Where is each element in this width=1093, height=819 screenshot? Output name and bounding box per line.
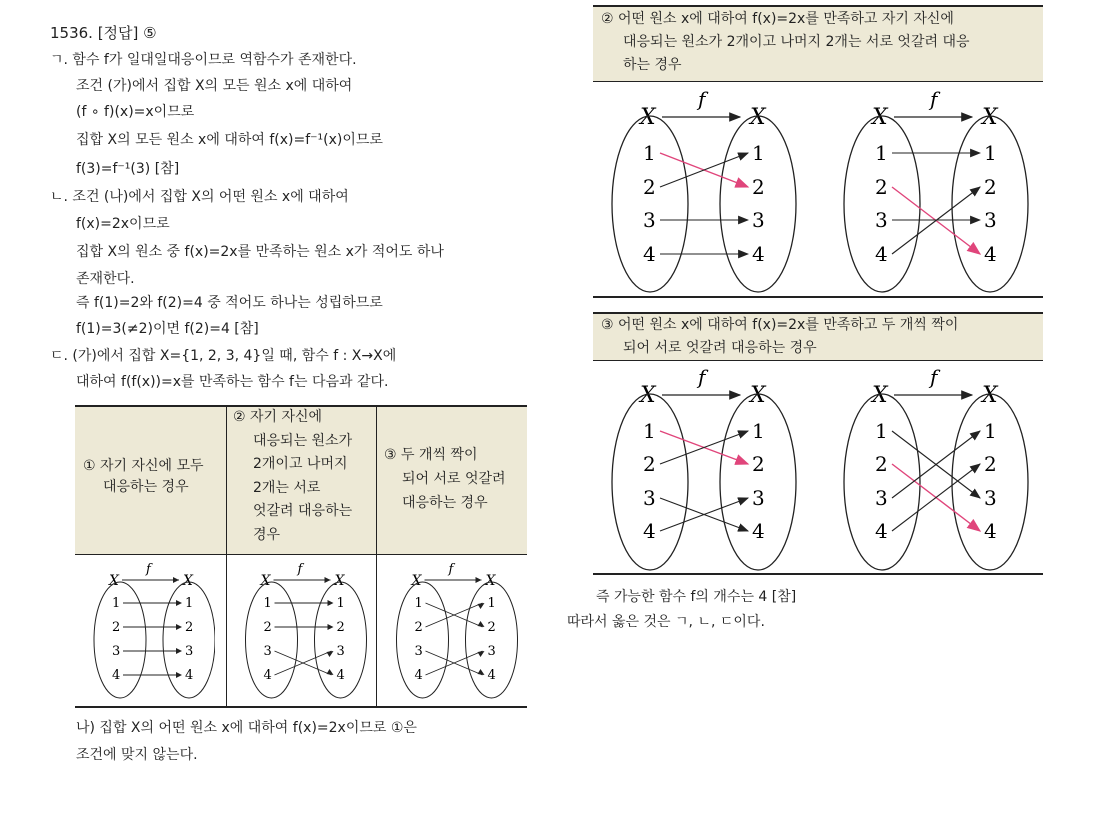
svg-text:X: X — [334, 573, 345, 589]
text-line-12: ㄷ. (가)에서 집합 X={1, 2, 3, 4}일 때, 함수 f : X→X에 — [50, 348, 397, 364]
svg-text:1: 1 — [752, 141, 765, 165]
svg-text:2: 2 — [643, 452, 656, 476]
set-label-codomain: X — [183, 573, 193, 589]
svg-text:X: X — [982, 105, 998, 130]
svg-text:3: 3 — [752, 486, 765, 510]
svg-text:3: 3 — [487, 644, 496, 659]
case3-diagrams — [600, 364, 1040, 572]
svg-text:4: 4 — [414, 668, 423, 683]
text-line-2: 조건 (가)에서 집합 X의 모든 원소 x에 대하여 — [76, 78, 353, 94]
text-line-3: (f ∘ f)(x)=x이므로 — [76, 104, 195, 120]
svg-text:2: 2 — [336, 620, 345, 635]
elem-2: 2 — [112, 620, 121, 635]
case2-header-bottom-rule — [593, 81, 1043, 82]
svg-text:1: 1 — [643, 419, 656, 443]
svg-text:f: f — [698, 365, 706, 389]
text-line-1: ㄱ. 함수 f가 일대일대응이므로 역함수가 존재한다. — [50, 52, 357, 68]
elem-1: 1 — [185, 596, 194, 611]
svg-text:X: X — [750, 383, 766, 408]
elem-3: 3 — [185, 644, 194, 659]
svg-text:2: 2 — [875, 175, 888, 199]
svg-text:4: 4 — [752, 519, 765, 543]
table-mid-rule — [75, 554, 527, 555]
svg-text:2: 2 — [875, 452, 888, 476]
table-col1-header: ① 자기 자신에 모두 대응하는 경우 — [83, 458, 204, 495]
footer-line-2: 조건에 맞지 않는다. — [76, 747, 198, 763]
text-line-4: 집합 X의 모든 원소 x에 대하여 f(x)=f⁻¹(x)이므로 — [76, 132, 383, 148]
svg-text:X: X — [640, 105, 656, 130]
conclusion-text: 즉 가능한 함수 f의 개수는 4 [참] — [596, 589, 797, 605]
svg-text:X: X — [640, 383, 656, 408]
svg-text:1: 1 — [487, 596, 496, 611]
svg-text:f: f — [930, 365, 938, 389]
svg-text:X: X — [872, 105, 888, 130]
svg-text:2: 2 — [414, 620, 423, 635]
elem-4: 4 — [112, 668, 121, 683]
svg-text:X: X — [411, 573, 422, 589]
elem-2: 2 — [185, 620, 194, 635]
svg-text:1: 1 — [336, 596, 345, 611]
svg-text:f: f — [698, 87, 706, 111]
svg-text:4: 4 — [643, 519, 656, 543]
svg-text:2: 2 — [263, 620, 272, 635]
answer-title: 1536. [정답] ⑤ — [50, 24, 157, 42]
svg-text:1: 1 — [984, 419, 997, 443]
svg-text:3: 3 — [336, 644, 345, 659]
svg-text:4: 4 — [875, 242, 888, 266]
table-col3-header: ③ 두 개씩 짝이 되어 서로 엇갈려 대응하는 경우 — [384, 447, 506, 511]
svg-text:1: 1 — [263, 596, 272, 611]
svg-text:4: 4 — [263, 668, 272, 683]
text-line-6: ㄴ. 조건 (나)에서 집합 X의 어떤 원소 x에 대하여 — [50, 189, 349, 205]
svg-text:X: X — [260, 573, 271, 589]
svg-text:2: 2 — [752, 452, 765, 476]
text-line-7: f(x)=2x이므로 — [76, 216, 170, 232]
svg-text:3: 3 — [984, 208, 997, 232]
case2-diagrams — [600, 84, 1040, 294]
text-line-10: 즉 f(1)=2와 f(2)=4 중 적어도 하나는 성립하므로 — [76, 295, 383, 311]
svg-text:3: 3 — [752, 208, 765, 232]
table-col2-header: ② 자기 자신에 대응되는 원소가 2개이고 나머지 2개는 서로 엇갈려 대응하는 경우 — [233, 409, 353, 543]
final-answer-text: 따라서 옳은 것은 ㄱ, ㄴ, ㄷ이다. — [567, 614, 765, 630]
svg-text:3: 3 — [875, 208, 888, 232]
svg-text:3: 3 — [263, 644, 272, 659]
svg-text:2: 2 — [643, 175, 656, 199]
small-diagram-identity — [85, 558, 215, 700]
svg-text:2: 2 — [984, 175, 997, 199]
svg-text:f: f — [930, 87, 938, 111]
func-label: f — [146, 562, 151, 577]
svg-text:3: 3 — [643, 486, 656, 510]
svg-text:1: 1 — [414, 596, 423, 611]
small-diagram-case2 — [234, 558, 369, 700]
set-label-domain: X — [109, 573, 119, 589]
svg-text:2: 2 — [984, 452, 997, 476]
svg-text:1: 1 — [875, 419, 888, 443]
svg-text:4: 4 — [336, 668, 345, 683]
svg-text:3: 3 — [875, 486, 888, 510]
case2-header-top-rule — [593, 5, 1043, 7]
svg-text:1: 1 — [752, 419, 765, 443]
table-col-divider-1 — [226, 406, 227, 707]
case3-header-bottom-rule — [593, 360, 1043, 361]
text-line-9: 존재한다. — [76, 271, 135, 287]
svg-text:4: 4 — [984, 242, 997, 266]
svg-text:X: X — [485, 573, 496, 589]
svg-text:4: 4 — [487, 668, 496, 683]
elem-3: 3 — [112, 644, 121, 659]
svg-text:2: 2 — [487, 620, 496, 635]
svg-text:4: 4 — [643, 242, 656, 266]
svg-text:1: 1 — [875, 141, 888, 165]
text-line-5: f(3)=f⁻¹(3) [참] — [76, 161, 180, 177]
svg-text:3: 3 — [984, 486, 997, 510]
elem-4: 4 — [185, 668, 194, 683]
text-line-11: f(1)=3(≠2)이면 f(2)=4 [참] — [76, 321, 259, 337]
table-col-divider-2 — [376, 406, 377, 707]
svg-text:1: 1 — [984, 141, 997, 165]
svg-text:4: 4 — [875, 519, 888, 543]
text-line-13: 대하여 f(f(x))=x를 만족하는 함수 f는 다음과 같다. — [76, 374, 389, 390]
elem-1: 1 — [112, 596, 121, 611]
text-line-8: 집합 X의 원소 중 f(x)=2x를 만족하는 원소 x가 적어도 하나 — [76, 244, 444, 260]
svg-text:3: 3 — [643, 208, 656, 232]
svg-text:2: 2 — [752, 175, 765, 199]
svg-text:4: 4 — [984, 519, 997, 543]
svg-text:f: f — [448, 562, 454, 577]
svg-text:f: f — [297, 562, 303, 577]
case2-bottom-rule — [593, 296, 1043, 298]
svg-text:1: 1 — [643, 141, 656, 165]
svg-text:X: X — [872, 383, 888, 408]
svg-text:X: X — [982, 383, 998, 408]
small-diagram-case3 — [385, 558, 520, 700]
case2-header: ② 어떤 원소 x에 대하여 f(x)=2x를 만족하고 자기 자신에 대응되는 원소가 2개이고 나머지 2개는 서로 엇갈려 대응 하는 경우 — [601, 11, 970, 73]
svg-text:3: 3 — [414, 644, 423, 659]
svg-text:X: X — [750, 105, 766, 130]
footer-line-1: 나) 집합 X의 어떤 원소 x에 대하여 f(x)=2x이므로 ①은 — [76, 720, 417, 736]
svg-text:4: 4 — [752, 242, 765, 266]
table-bottom-rule — [75, 706, 527, 708]
case3-header: ③ 어떤 원소 x에 대하여 f(x)=2x를 만족하고 두 개씩 짝이 되어 서로 엇갈려 대응하는 경우 — [601, 317, 959, 356]
case3-bottom-rule — [593, 573, 1043, 575]
